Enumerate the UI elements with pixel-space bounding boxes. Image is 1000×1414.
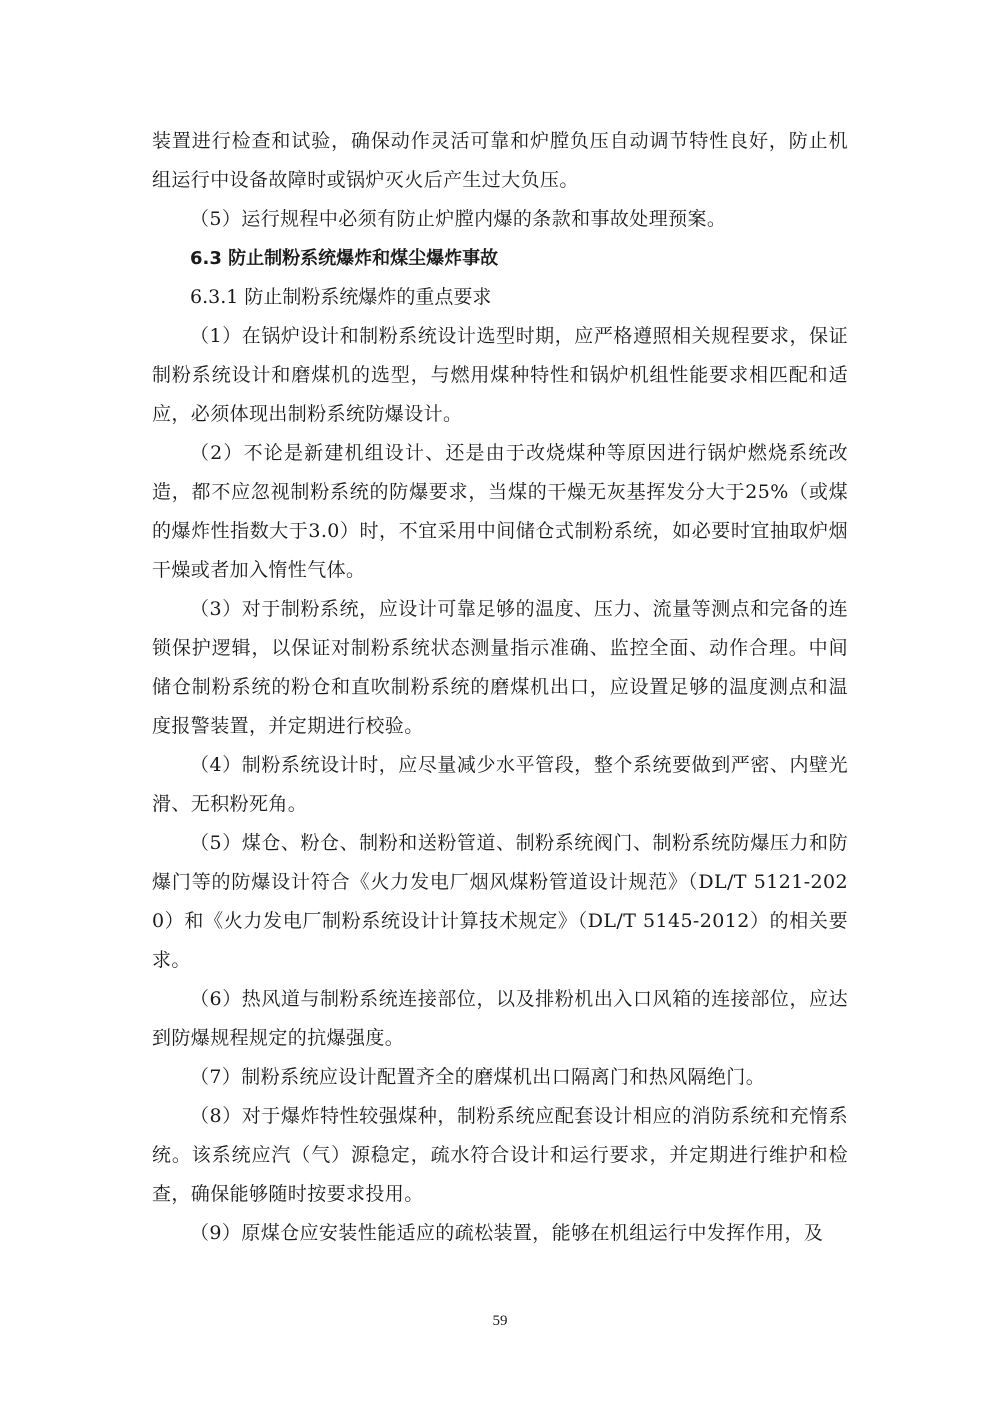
paragraph-item-2: （2）不论是新建机组设计、还是由于改烧煤种等原因进行锅炉燃烧系统改造，都不应忽视制粉系统的防爆要求，当煤的干燥无灰基挥发分大于25%（或煤的爆炸性指数大于3.0）时，不宜采用中间储仓式制粉系统，如必要时宜抽取炉烟干燥或者加入惰性气体。: [152, 442, 848, 581]
section-heading: 6.3 防止制粉系统爆炸和煤尘爆炸事故: [190, 248, 499, 269]
paragraph-item-1: （1）在锅炉设计和制粉系统设计选型时期，应严格遵照相关规程要求，保证制粉系统设计和磨煤机的选型，与燃用煤种特性和锅炉机组性能要求相匹配和适应，必须体现出制粉系统防爆设计。: [152, 325, 848, 425]
paragraph-item-prev-5: （5）运行规程中必须有防止炉膛内爆的条款和事故处理预案。: [190, 208, 727, 230]
paragraph-item-4: （4）制粉系统设计时，应尽量减少水平管段，整个系统要做到严密、内壁光滑、无积粉死角。: [152, 754, 848, 815]
paragraph-item-8: （8）对于爆炸特性较强煤种，制粉系统应配套设计相应的消防系统和充惰系统。该系统应汽（气）源稳定，疏水符合设计和运行要求，并定期进行维护和检查，确保能够随时按要求投用。: [152, 1105, 848, 1205]
paragraph-item-6: （6）热风道与制粉系统连接部位，以及排粉机出入口风箱的连接部位，应达到防爆规程规定的抗爆强度。: [152, 988, 848, 1049]
paragraph-item-5: （5）煤仓、粉仓、制粉和送粉管道、制粉系统阀门、制粉系统防爆压力和防爆门等的防爆设计符合《火力发电厂烟风煤粉管道设计规范》（DL/T 5121-2020）和《火力发电厂制粉系统设计计算技术规定》（DL/T 5145-2012）的相关要求。: [152, 832, 848, 971]
paragraph-item-9: （9）原煤仓应安装性能适应的疏松装置，能够在机组运行中发挥作用，及: [190, 1222, 824, 1244]
paragraph-item-7: （7）制粉系统应设计配置齐全的磨煤机出口隔离门和热风隔绝门。: [190, 1066, 766, 1088]
page-number: 59: [492, 1313, 508, 1329]
paragraph-continuation: 装置进行检查和试验，确保动作灵活可靠和炉膛负压自动调节特性良好，防止机组运行中设备故障时或锅炉灭火后产生过大负压。: [152, 130, 848, 191]
paragraph-item-3: （3）对于制粉系统，应设计可靠足够的温度、压力、流量等测点和完备的连锁保护逻辑，以保证对制粉系统状态测量指示准确、监控全面、动作合理。中间储仓制粉系统的粉仓和直吹制粉系统的磨煤机出口，应设置足够的温度测点和温度报警装置，并定期进行校验。: [152, 598, 848, 737]
document-body: [152, 122, 848, 1253]
subsection-heading: 6.3.1 防止制粉系统爆炸的重点要求: [190, 286, 492, 308]
